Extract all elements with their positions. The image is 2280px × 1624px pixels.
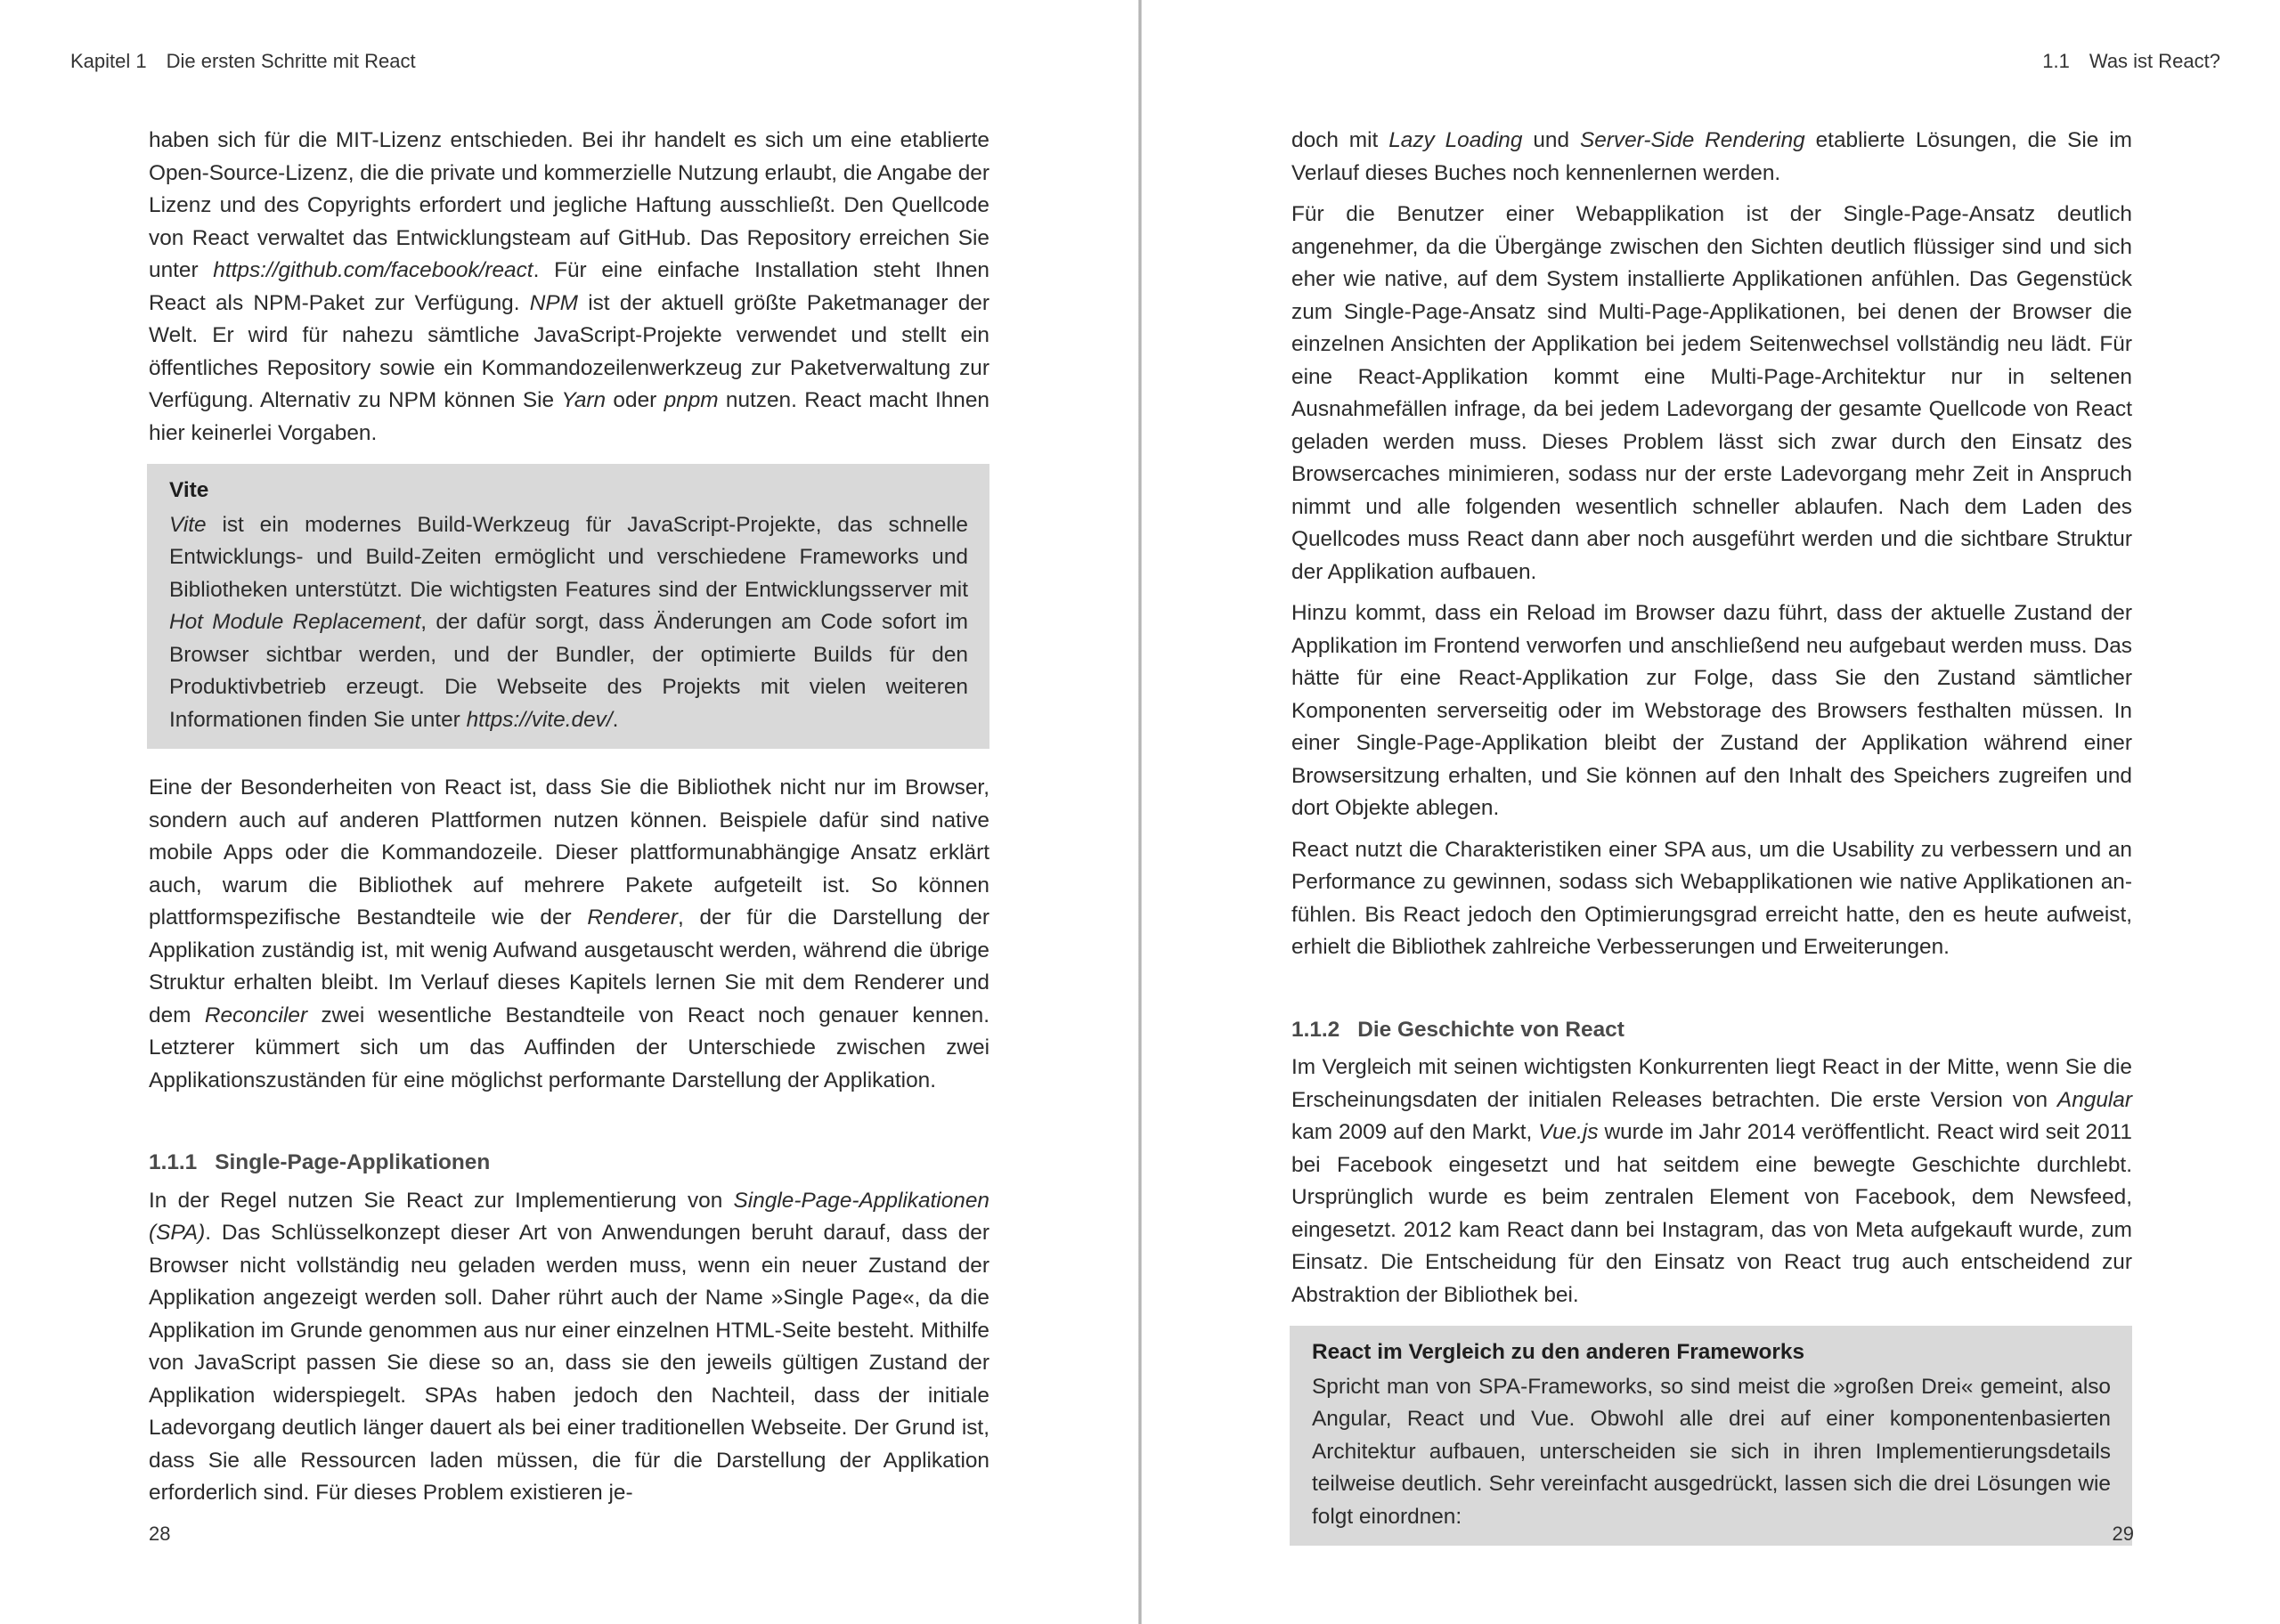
vite-url: https://vite.dev/ bbox=[466, 707, 613, 732]
paragraph: Hinzu kommt, dass ein Reload im Browser dazu führt, dass der aktuelle Zustand der Applikation im Frontend verworfen und anschließend neu aufgebaut werden muss. Das hätte für eine React-Applikation zur Folge, dass Sie den Zustand sämtlicher Komponenten serverseitig oder im Webstorage des Browsers festhalten müssen. In einer Single-Page-Applikation bleibt der Zustand der Applikation während einer Browsersitzung erhalten, und Sie können auf den Inhalt des Speichers zugreifen und dort Objekte ablegen. bbox=[1291, 601, 2132, 820]
section-label: 1.1 bbox=[2042, 50, 2070, 72]
chapter-label: Kapitel 1 bbox=[70, 50, 147, 72]
left-page-body bbox=[149, 125, 989, 1519]
paragraph bbox=[149, 1185, 989, 1510]
term-renderer: Renderer bbox=[587, 905, 678, 930]
section-number: 1.1.2 bbox=[1291, 1017, 1340, 1042]
text: und bbox=[1522, 128, 1580, 152]
paragraph bbox=[1291, 125, 2132, 190]
paragraph bbox=[149, 125, 989, 450]
text: kam 2009 auf den Markt, bbox=[1291, 1120, 1539, 1144]
text: zwei wesentliche Bestandteile von React noch genauer kennen. Letzterer kümmert sich um das Auffinden der Unterschiede zwischen zwei Applikationszuständen für eine möglichst performante Darstellung der Applikation. bbox=[149, 1003, 989, 1092]
text: . bbox=[612, 707, 619, 732]
paragraph bbox=[1291, 1052, 2132, 1311]
github-url: https://github.com/facebook/react bbox=[213, 258, 533, 282]
right-page bbox=[1142, 0, 2280, 1624]
section-title: Die Geschichte von React bbox=[1357, 1017, 1624, 1042]
info-box-title: Vite bbox=[169, 478, 209, 502]
text: , der dafür sorgt, dass Änderungen am Code sofort im Browser sichtbar werden, und der Bundler, der optimierte Builds für den Produktivbetrieb erzeugt. Die Webseite des Projekts mit vielen weiteren Informationen finden Sie unter bbox=[169, 610, 968, 732]
term-lazy-loading: Lazy Loading bbox=[1388, 128, 1523, 152]
section-heading bbox=[1291, 1014, 2132, 1047]
page-number-right: 29 bbox=[2112, 1522, 2134, 1545]
term-pnpm: pnpm bbox=[664, 388, 719, 412]
paragraph: React nutzt die Charakteristiken einer SPA aus, um die Usability zu verbessern und an Performance zu gewinnen, sodass sich Webapplikationen wie native Applikationen anfühlen. Bis React jedoch den Optimierungsgrad erreicht hatte, den es heute aufweist, erhielt die Bibliothek zahlreiche Verbesserungen und Erweiterungen. bbox=[1291, 837, 2132, 959]
term-hmr: Hot Module Replacement bbox=[169, 610, 421, 634]
term-vue: Vue.js bbox=[1538, 1120, 1599, 1144]
term-ssr: Server-Side Rendering bbox=[1579, 128, 1805, 152]
info-box-title: React im Vergleich zu den anderen Frameworks bbox=[1312, 1340, 1805, 1364]
text: . Für eine einfache Installation steht Ihnen React als NPM-Paket zur Verfügung. bbox=[149, 258, 989, 315]
text: , der für die Darstellung der Applikation zuständig ist, mit wenig Aufwand ausgetauscht werden, während die übrige Struktur erhalten bleibt. Im Verlauf dieses Kapitels lernen Sie mit dem Renderer und dem bbox=[149, 905, 989, 1027]
right-page-body bbox=[1291, 125, 2132, 1569]
text: doch mit bbox=[1291, 128, 1389, 152]
text: wurde im Jahr 2014 veröffentlicht. React wird seit 2011 bei Facebook eingesetzt und hat seitdem eine bewegte Geschichte durchlebt. Ursprünglich wurde es beim zentralen Element von Facebook, dem Newsfeed, eingesetzt. 2012 kam React dann bei Instagram, das von Meta aufgekauft wurde, zum Einsatz. Die Entscheidung für den Einsatz von React trug auch entscheidend zur Abstraktion der Bibliothek bei. bbox=[1291, 1120, 2132, 1307]
paragraph bbox=[149, 772, 989, 1097]
section-number: 1.1.1 bbox=[149, 1150, 198, 1174]
section-title: Single-Page-Applikationen bbox=[215, 1150, 491, 1174]
term-reconciler: Reconciler bbox=[204, 1003, 308, 1027]
info-box-comparison bbox=[1290, 1326, 2132, 1546]
section-header-title: Was ist React? bbox=[2089, 50, 2220, 72]
section-heading bbox=[149, 1147, 989, 1180]
text: In der Regel nutzen Sie React zur Implementierung von bbox=[149, 1188, 734, 1213]
info-box-text: Spricht man von SPA-Frameworks, so sind meist die »großen Drei« gemeint, also Angular, React und Vue. Obwohl alle drei auf einer komponentenbasierten Architektur aufbauen, unterscheiden sie sich in ihren Implementierungsdetails teilweise deutlich. Sehr vereinfacht ausgedrückt, lassen sich die drei Lösungen wie folgt einordnen: bbox=[1312, 1374, 2111, 1529]
page-number-left: 28 bbox=[149, 1522, 171, 1545]
term-angular: Angular bbox=[2056, 1087, 2132, 1112]
text: etablierte Lösungen, die Sie im Verlauf dieses Buches noch kennenlernen werden. bbox=[1291, 128, 2132, 185]
left-page bbox=[0, 0, 1138, 1624]
info-box-text bbox=[169, 509, 968, 737]
text: . Das Schlüsselkonzept dieser Art von Anwendungen beruht darauf, dass der Browser nicht vollständig neu geladen werden muss, wenn ein neuer Zustand der Applikation angezeigt werden soll. Daher rührt auch der Name »Single Page«, da die Applikation im Grunde genommen aus nur einer einzelnen HTML-Seite besteht. Mithilfe von JavaScript passen Sie diese so an, dass sie den jeweils gültigen Zustand der Applikation widerspiegelt. SPAs haben jedoch den Nachteil, dass der initiale Ladevorgang deutlich länger dauert als bei einer traditionellen Webseite. Der Grund ist, dass Sie alle Ressourcen laden müssen, die für die Darstellung der Applikation erforderlich sind. Für dieses Problem existieren je- bbox=[149, 1221, 989, 1505]
term-yarn: Yarn bbox=[561, 388, 607, 412]
text: haben sich für die MIT-Lizenz entschieden. Bei ihr handelt es sich um eine etablierte Open-Source-Lizenz, die die private und kommerzielle Nutzung erlaubt, die Angabe der Lizenz und des Copyrights erfordert und jegliche Haftung ausschließt. Den Quellcode von React verwaltet das Entwicklungsteam auf GitHub. Das Repository erreichen Sie unter bbox=[149, 128, 989, 282]
term-npm: NPM bbox=[529, 290, 578, 315]
text: nutzen. React macht Ihnen hier keinerlei Vorgaben. bbox=[149, 388, 989, 445]
text: Eine der Besonderheiten von React ist, dass Sie die Bibliothek nicht nur im Browser, sondern auch auf anderen Plattformen nutzen können. Beispiele dafür sind native mobile Apps oder die Kommandozeile. Dieser plattformunabhängige Ansatz erklärt auch, warum die Bibliothek auf mehrere Pakete aufgeteilt ist. So können plattformspezifische Bestandteile wie der bbox=[149, 775, 989, 930]
paragraph: Für die Benutzer einer Webapplikation ist der Single-Page-Ansatz deutlich angenehmer, da die Übergänge zwischen den Sichten deutlich flüssiger sind und sich eher wie native, auf dem System installierte Applikationen anfühlen. Das Gegenstück zum Single-Page-Ansatz sind Multi-Page-Applikationen, bei denen der Browser die einzelnen Ansichten der Applikation bei jedem Seitenwechsel vollständig neu lädt. Für eine React-Applikation kommt eine Multi-Page-Architektur nur in seltenen Ausnahmefällen infrage, da bei jedem Ladevorgang der gesamte Quellcode von React geladen werden muss. Dieses Problem lässt sich zwar durch den Einsatz des Browsercaches minimieren, sodass nur der erste Ladevorgang mehr Zeit in Anspruch nimmt und alle folgenden wesentlich schneller ablaufen. Nach dem Laden des Quellcodes muss React dann aber noch ausgeführt werden und die sichtbare Struktur der Applikation aufbauen. bbox=[1291, 202, 2132, 584]
text: ist der aktuell größte Paketmanager der Welt. Er wird für nahezu sämtliche JavaScript-Projekte verwendet und stellt ein öffentliches Repository sowie ein Kommandozeilenwerkzeug zur Paketverwaltung zur Verfügung. Alternativ zu NPM können Sie bbox=[149, 290, 989, 412]
info-box-vite bbox=[147, 464, 989, 749]
text: Im Vergleich mit seinen wichtigsten Konkurrenten liegt React in der Mitte, wenn Sie die Erscheinungsdaten der initialen Releases betrachten. Die erste Version von bbox=[1291, 1055, 2132, 1112]
term-spa: Single-Page-Applikationen (SPA) bbox=[149, 1188, 989, 1245]
text: ist ein modernes Build-Werkzeug für JavaScript-Projekte, das schnelle Entwicklungs- und Build-Zeiten ermöglicht und verschiedene Frameworks und Bibliotheken unterstützt. Die wichtigsten Features sind der Entwicklungsserver mit bbox=[169, 512, 968, 602]
term-vite: Vite bbox=[169, 512, 207, 537]
chapter-title: Die ersten Schritte mit React bbox=[166, 50, 416, 72]
running-head-right bbox=[2042, 50, 2220, 73]
text: oder bbox=[606, 388, 664, 412]
running-head-left bbox=[70, 50, 416, 73]
